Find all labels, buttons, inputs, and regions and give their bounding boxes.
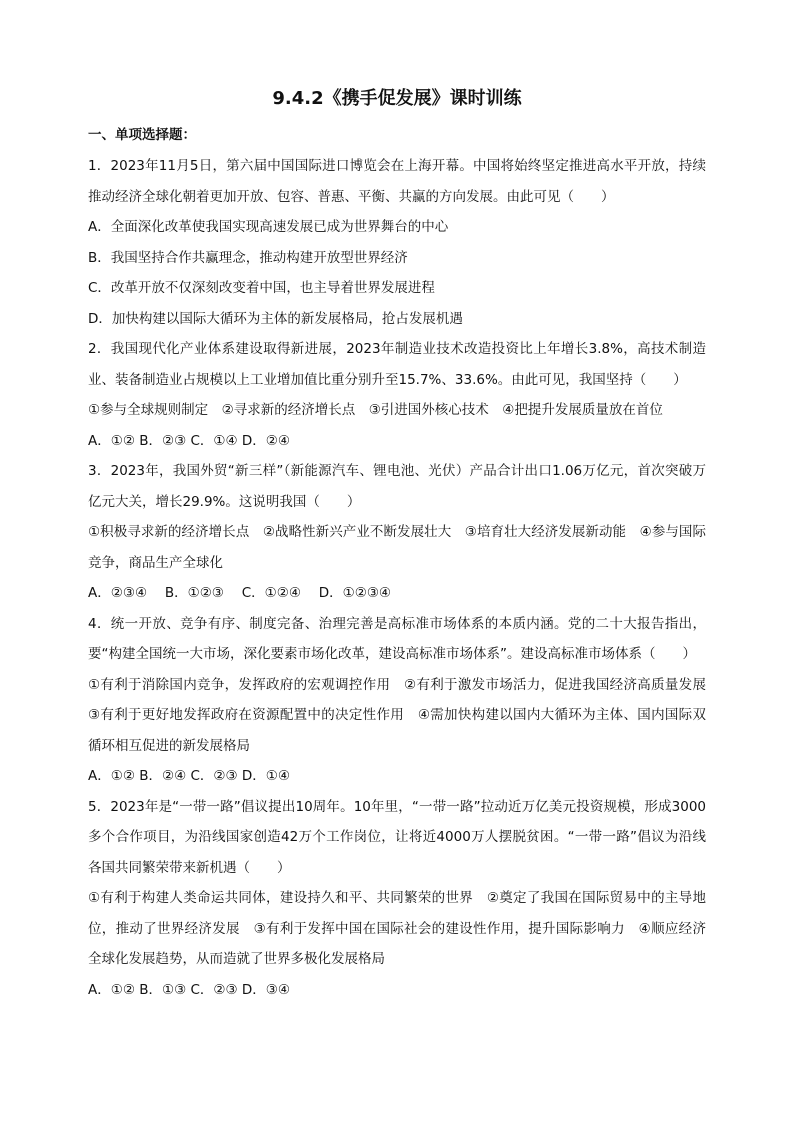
question-statements: ①有利于构建人类命运共同体，建设持久和平、共同繁荣的世界 ②奠定了我国在国际贸易中的主导地位，推动了世界经济发展 ③有利于发挥中国在国际社会的建设性作用，提升国际影响力 ④顺应经济全球化发展趋势，从而造就了世界多极化发展格局 [88, 890, 706, 967]
question-stem: 5．2023年是“一带一路”倡议提出10周年。10年里，“一带一路”拉动近万亿美元投资规模，形成3000多个合作项目，为沿线国家创造42万个工作岗位，让将近4000万人摆脱贫困。“一带一路”倡议为沿线各国共同繁荣带来新机遇（ ） [88, 798, 706, 876]
question-statements: ①有利于消除国内竞争，发挥政府的宏观调控作用 ②有利于激发市场活力，促进我国经济高质量发展 ③有利于更好地发挥政府在资源配置中的决定性作用 ④需加快构建以国内大循环为主体、国内国际双循环相互促进的新发展格局 [88, 676, 720, 754]
option-c: C．改革开放不仅深刻改变着中国，也主导着世界发展进程 [88, 280, 435, 296]
question-choices: A．②③④ B．①②③ C．①②④ D．①②③④ [88, 585, 392, 601]
question-1 [88, 151, 706, 334]
document-title: 9.4.2《携手促发展》课时训练 [272, 88, 522, 109]
question-choices: A．①② B．②④ C．②③ D．①④ [88, 768, 291, 784]
option-b: B．我国坚持合作共赢理念，推动构建开放型世界经济 [88, 249, 408, 266]
option-d: D．加快构建以国际大循环为主体的新发展格局，抢占发展机遇 [88, 310, 463, 327]
option-a: A．全面深化改革使我国实现高速发展已成为世界舞台的中心 [88, 219, 449, 235]
question-2 [88, 334, 706, 456]
question-statements: ①积极寻求新的经济增长点 ②战略性新兴产业不断发展壮大 ③培育壮大经济发展新动能 ④参与国际竞争，商品生产全球化 [88, 524, 706, 571]
question-3 [88, 456, 706, 609]
question-4 [88, 609, 720, 792]
question-stem: 3．2023年，我国外贸“新三样”（新能源汽车、锂电池、光伏）产品合计出口1.06万亿元，首次突破万亿元大关，增长29.9%。这说明我国（ ） [88, 463, 706, 510]
question-stem: 2．我国现代化产业体系建设取得新进展，2023年制造业技术改造投资比上年增长3.8%，高技术制造业、装备制造业占规模以上工业增加值比重分别升至15.7%、33.6%。由此可见，我国坚持（ ） [88, 341, 706, 388]
question-stem: 4．统一开放、竞争有序、制度完备、治理完善是高标准市场体系的本质内涵。党的二十大报告指出，要“构建全国统一大市场，深化要素市场化改革，建设高标准市场体系”。建设高标准市场体系（ ） [88, 615, 706, 662]
question-choices: A．①② B．②③ C．①④ D．②④ [88, 432, 291, 449]
document-content [88, 120, 720, 1005]
question-stem: 1．2023年11月5日，第六届中国国际进口博览会在上海开幕。中国将始终坚定推进高水平开放，持续推动经济全球化朝着更加开放、包容、普惠、平衡、共赢的方向发展。由此可见（ ） [88, 158, 706, 205]
question-5 [88, 792, 706, 1006]
question-choices: A．①② B．①③ C．②③ D．③④ [88, 981, 291, 998]
question-statements: ①参与全球规则制定 ②寻求新的经济增长点 ③引进国外核心技术 ④把提升发展质量放在首位 [88, 402, 663, 418]
section-heading: 一、单项选择题： [88, 127, 196, 143]
